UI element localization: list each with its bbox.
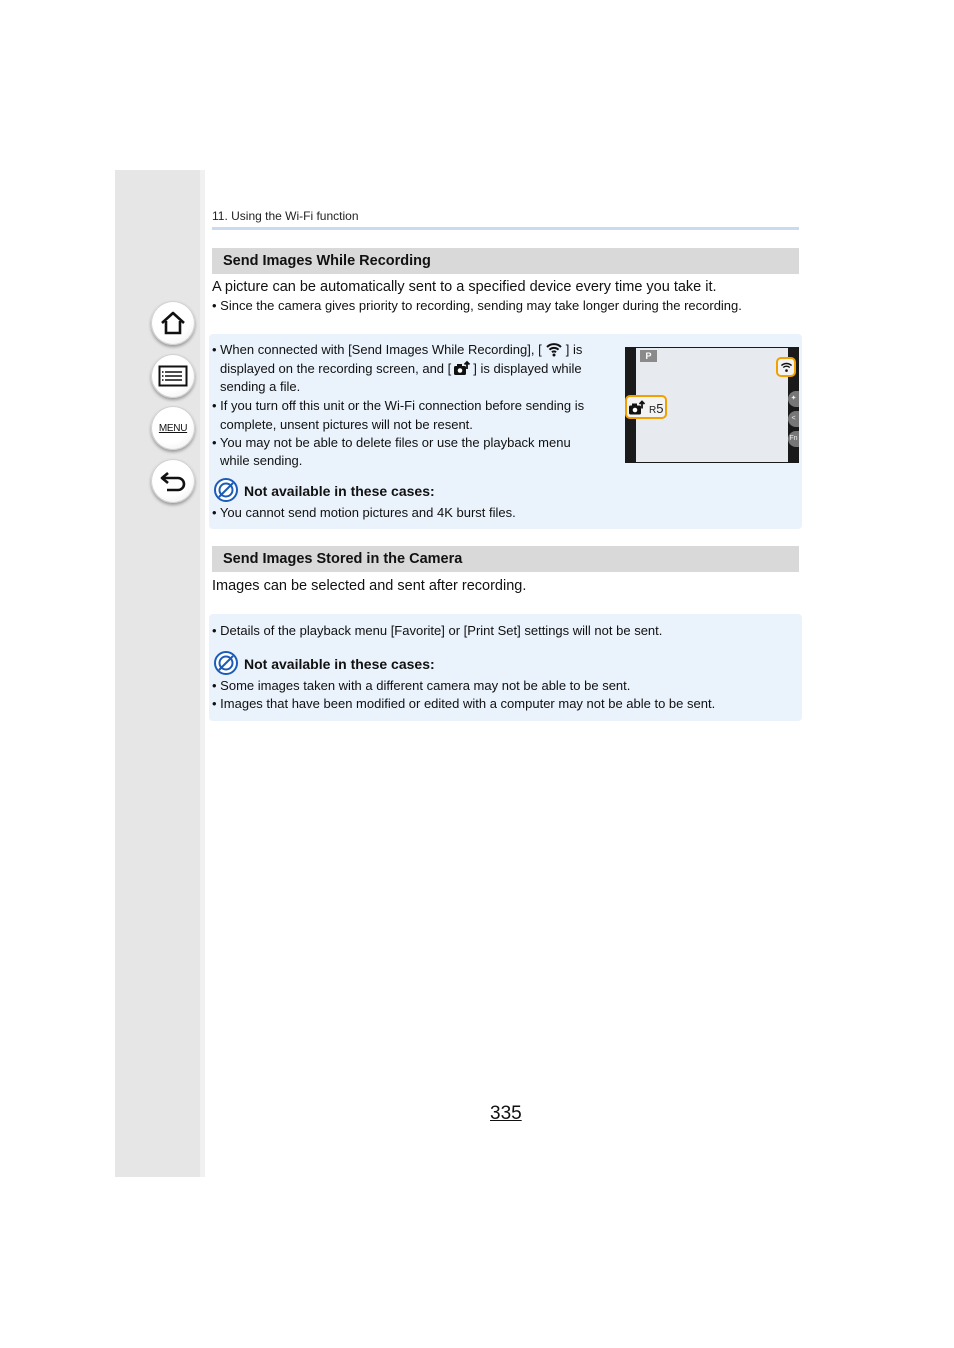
list-icon xyxy=(158,365,188,387)
note2-bullet1: • Details of the playback menu [Favorite] or [Print Set] settings will not be sent. xyxy=(212,623,663,638)
not-available-item: • You cannot send motion pictures and 4K burst files. xyxy=(212,505,516,520)
mode-indicator: P xyxy=(640,350,657,362)
note1-bullet1-line3: sending a file. xyxy=(220,379,301,394)
menu-button[interactable] xyxy=(151,406,195,450)
note1-bullet1-text-b: ] is xyxy=(565,342,583,357)
note1-bullet1-line2 xyxy=(220,360,582,378)
note1-bullet2-line2: complete, unsent pictures will not be resent. xyxy=(220,417,473,432)
remaining-prefix: R xyxy=(649,405,657,416)
remaining-count xyxy=(649,401,663,416)
wifi-icon xyxy=(780,361,793,373)
section2-intro: Images can be selected and sent after recording. xyxy=(212,578,527,594)
note1-bullet1-text-d: ] is displayed while xyxy=(473,361,582,376)
back-button[interactable] xyxy=(151,459,195,503)
note1-bullet2-line1: • If you turn off this unit or the Wi-Fi connection before sending is xyxy=(212,398,585,413)
section1-bullet: • Since the camera gives priority to recording, sending may take longer during the recording. xyxy=(212,298,742,313)
section-title-send-while-recording: Send Images While Recording xyxy=(212,248,799,274)
not-available-title: Not available in these cases: xyxy=(244,483,435,499)
section-title-send-stored: Send Images Stored in the Camera xyxy=(212,546,799,572)
touch-tab-1: ✦ xyxy=(788,391,799,407)
chapter-rule xyxy=(212,227,799,230)
note1-bullet1-line1 xyxy=(212,341,582,359)
note1-bullet3-line1: • You may not be able to delete files or use the playback menu xyxy=(212,435,571,450)
camera-send-icon xyxy=(628,399,646,416)
home-icon xyxy=(159,310,187,336)
menu-icon: MENU xyxy=(158,422,188,434)
camera-screen-illustration xyxy=(625,347,799,463)
remaining-value: 5 xyxy=(656,401,664,416)
touch-tab-fn: Fn xyxy=(788,431,799,447)
wifi-icon xyxy=(545,341,563,357)
wifi-connected-indicator xyxy=(776,357,796,377)
not-available-item: • Images that have been modified or edited with a computer may not be able to be sent. xyxy=(212,696,716,711)
chapter-title: 11. Using the Wi-Fi function xyxy=(212,209,359,223)
section1-intro: A picture can be automatically sent to a specified device every time you take it. xyxy=(212,279,717,295)
back-icon xyxy=(159,469,187,493)
sidebar-edge xyxy=(200,170,205,1177)
not-available-item: • Some images taken with a different camera may not be able to be sent. xyxy=(212,678,631,693)
note1-bullet3-line2: while sending. xyxy=(220,453,303,468)
contents-list-button[interactable] xyxy=(151,354,195,398)
not-available-title: Not available in these cases: xyxy=(244,656,435,672)
sending-indicator xyxy=(625,395,667,419)
note1-bullet1-text-c: displayed on the recording screen, and [ xyxy=(220,361,452,376)
camera-send-icon xyxy=(453,360,471,376)
not-available-icon xyxy=(214,651,238,675)
page-number: 335 xyxy=(490,1103,522,1124)
not-available-icon xyxy=(214,478,238,502)
touch-tab-arrow: < xyxy=(788,411,799,427)
home-button[interactable] xyxy=(151,301,195,345)
note1-bullet1-text-a: • When connected with [Send Images While Recording], [ xyxy=(212,342,542,357)
